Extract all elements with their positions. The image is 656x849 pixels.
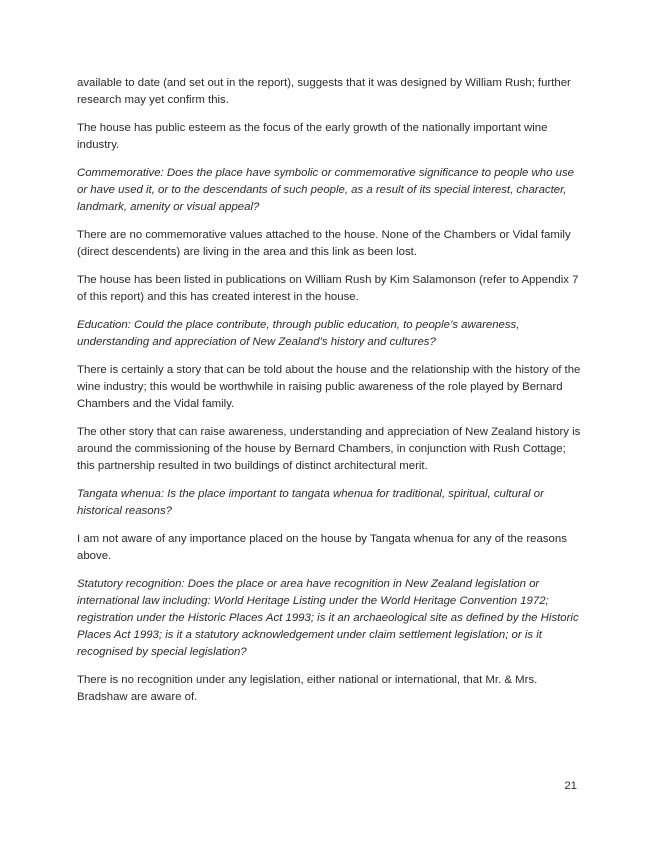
paragraph-design-attribution: available to date (and set out in the report), suggests that it was designed by William Rush; further research may yet confirm this. xyxy=(77,77,571,107)
paragraph-tangata-whenua: I am not aware of any importance placed on the house by Tangata whenua for any of the reasons above. xyxy=(77,532,567,562)
page-number: 21 xyxy=(564,780,577,792)
paragraph-statutory-recognition: There is no recognition under any legislation, either national or international, that Mr. & Mrs. Bradshaw are aware of. xyxy=(77,674,538,704)
criterion-education: Education: Could the place contribute, through public education, to people’s awareness, understanding and appreciation of New Zealand’s history and cultures? xyxy=(77,318,520,348)
page-body xyxy=(77,75,585,717)
paragraph-commissioning-story: The other story that can raise awareness, understanding and appreciation of New Zealand history is around the commissioning of the house by Bernard Chambers, in conjunction with Rush Cottage; this partnership resulted in two buildings of distinct architectural merit. xyxy=(77,425,581,473)
criterion-statutory-recognition: Statutory recognition: Does the place or area have recognition in New Zealand legislation or international law including: World Heritage Listing under the World Heritage Convention 1972; registration under the Historic Places Act 1993; is it an archaeological site as defined by the Historic Places Act 1993; is it a statutory acknowledgement under claim settlement legislation; or is it recognised by special legislation? xyxy=(77,577,579,659)
paragraph-publications: The house has been listed in publications on William Rush by Kim Salamonson (refer to Appendix 7 of this report) and this has created interest in the house. xyxy=(77,273,579,304)
paragraph-public-esteem: The house has public esteem as the focus of the early growth of the nationally important wine industry. xyxy=(77,121,548,152)
paragraph-wine-industry-story: There is certainly a story that can be told about the house and the relationship with the history of the wine industry; this would be worthwhile in raising public awareness of the role played by Bernard Chambers and the Vidal family. xyxy=(77,363,581,411)
criterion-tangata-whenua: Tangata whenua: Is the place important to tangata whenua for traditional, spiritual, cultural or historical reasons? xyxy=(77,487,544,518)
paragraph-commemorative-values: There are no commemorative values attached to the house. None of the Chambers or Vidal family (direct descendents) are living in the area and this link as been lost. xyxy=(77,228,571,259)
criterion-commemorative: Commemorative: Does the place have symbolic or commemorative significance to people who use or have used it, or to the descendants of such people, as a result of its special interest, character, landmark, amenity or visual appeal? xyxy=(77,166,574,214)
